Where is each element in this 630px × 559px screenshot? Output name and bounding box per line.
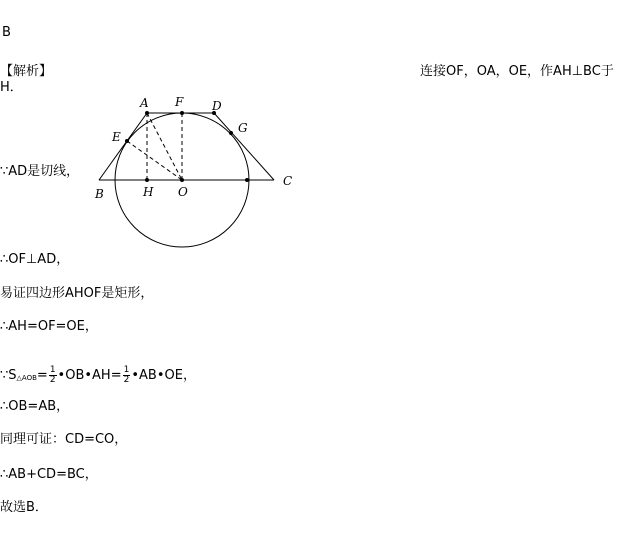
point-c xyxy=(245,178,249,182)
label-d: D xyxy=(212,99,222,113)
fraction-half-1: $\frac{1}{2}$ xyxy=(49,365,56,385)
answer-text: B xyxy=(2,25,11,40)
area-mid: •OB•AH= xyxy=(57,368,122,383)
step-rectangle: 易证四边形AHOF是矩形， xyxy=(0,286,154,301)
label-e: E xyxy=(112,130,121,144)
step-perpendicular: ∴OF⊥AD， xyxy=(0,252,70,267)
label-a: A xyxy=(140,96,149,110)
label-o: O xyxy=(178,185,188,199)
label-f: F xyxy=(175,95,184,109)
analysis-heading: 【解析】 xyxy=(0,64,53,79)
step-cd-co: 同理可证：CD=CO， xyxy=(0,432,128,447)
point-o xyxy=(180,178,184,182)
point-g xyxy=(229,131,233,135)
point-e xyxy=(125,139,129,143)
fraction-half-2: $\frac{1}{2}$ xyxy=(123,365,130,385)
area-subscript: △AOB xyxy=(16,374,37,382)
step-sum: ∴AB+CD=BC， xyxy=(0,467,98,482)
intro-line-2: H． xyxy=(0,80,23,95)
segment-ab xyxy=(99,113,147,180)
point-h xyxy=(145,178,149,182)
label-c: C xyxy=(283,174,293,188)
point-f xyxy=(180,111,184,115)
step-area-equation xyxy=(0,364,196,390)
point-a xyxy=(145,111,149,115)
area-prefix: ∵S xyxy=(0,368,17,383)
step-ob-ab: ∴OB=AB， xyxy=(0,399,70,414)
label-g: G xyxy=(238,121,248,135)
area-eq: = xyxy=(36,368,48,383)
dashed-oe xyxy=(127,141,182,180)
step-tangent: ∵AD是切线， xyxy=(0,164,80,179)
area-suffix: •AB•OE， xyxy=(131,368,196,383)
intro-line-1: 连接OF，OA，OE，作AH⊥BC于 xyxy=(420,64,614,79)
label-h: H xyxy=(143,185,154,199)
dashed-oa xyxy=(147,113,182,180)
label-b: B xyxy=(95,187,104,201)
step-equal-lengths: ∴AH=OF=OE， xyxy=(0,319,98,334)
conclusion-text: 故选B． xyxy=(0,500,48,515)
